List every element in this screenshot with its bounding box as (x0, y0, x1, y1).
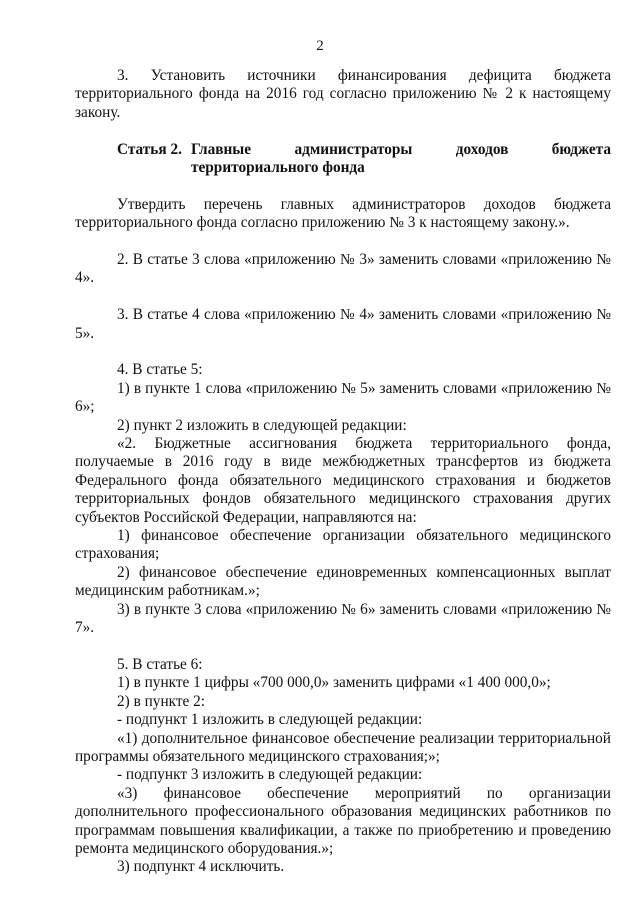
paragraph: «3) финансовое обеспечение мероприятий по организации дополнительного профессионального образования медицинских работников по программам повышения квалификации, а также по приобретению и проведению ремонта медицинского оборудования.»; (75, 784, 611, 857)
paragraph: «2. Бюджетные ассигнования бюджета территориального фонда, получаемые в 2016 году в виде межбюджетных трансфертов из бюджета Федерального фонда обязательного медицинского страхования и бюджетов территориальных фондов обязательного медицинского страхования других субъектов Российской Федерации, направляются на: (75, 435, 611, 526)
paragraph: 4. В статье 5: (117, 361, 203, 379)
paragraph: 3) в пункте 3 слова «приложению № 6» заменить словами «приложению № 7». (75, 600, 611, 637)
paragraph: 1) в пункте 1 слова «приложению № 5» заменить словами «приложению № 6»; (75, 379, 611, 416)
paragraph: 3. Установить источники финансирования дефицита бюджета территориального фонда на 2016 год согласно приложению № 2 к настоящему закону. (75, 67, 611, 121)
document-body (75, 67, 611, 877)
article-label: Статья 2. (117, 140, 182, 158)
paragraph: «1) дополнительное финансовое обеспечение реализации территориальной программы обязательного медицинского страхования;»; (75, 729, 611, 765)
paragraph: 2) пункт 2 изложить в следующей редакции: (117, 416, 407, 434)
paragraph: - подпункт 1 изложить в следующей редакции: (117, 711, 423, 729)
paragraph: 3) подпункт 4 исключить. (117, 858, 285, 876)
paragraph: 1) в пункте 1 цифры «700 000,0» заменить цифрами «1 400 000,0»; (117, 674, 551, 692)
article-heading (75, 141, 611, 178)
paragraph: 5. В статье 6: (117, 655, 203, 673)
paragraph: - подпункт 3 изложить в следующей редакции: (117, 766, 423, 784)
paragraph: 1) финансовое обеспечение организации обязательного медицинского страхования; (75, 527, 611, 563)
paragraph: 2) финансовое обеспечение единовременных компенсационных выплат медицинским работникам.»; (75, 563, 611, 600)
page-number: 2 (316, 38, 324, 54)
article-title: Главные администраторы доходов бюджета территориального фонда (191, 140, 611, 177)
paragraph: Утвердить перечень главных администраторов доходов бюджета территориального фонда согласно приложению № 3 к настоящему закону.». (75, 195, 611, 232)
paragraph: 3. В статье 4 слова «приложению № 4» заменить словами «приложению № 5». (75, 306, 611, 342)
paragraph: 2) в пункте 2: (117, 692, 206, 710)
paragraph: 2. В статье 3 слова «приложению № 3» заменить словами «приложению № 4». (75, 251, 611, 287)
